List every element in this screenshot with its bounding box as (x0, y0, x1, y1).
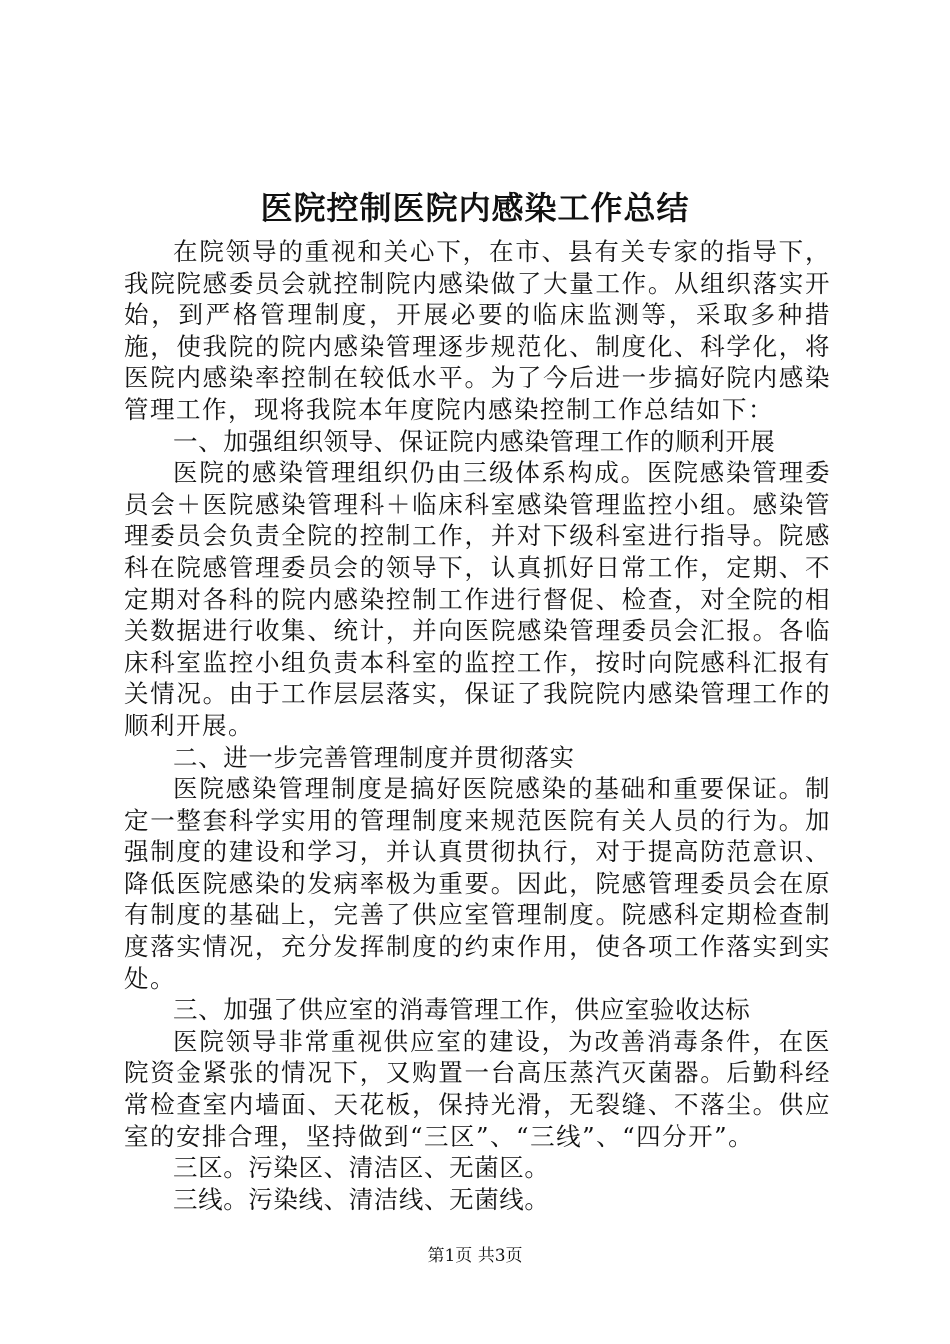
list-item-three-lines: 三线。污染线、清洁线、无菌线。 (173, 1184, 550, 1214)
paragraph-regulations: 医院感染管理制度是搞好医院感染的基础和重要保证。制定一整套科学实用的管理制度来规范医院有关人员的行为。加强制度的建设和学习，并认真贯彻执行，对于提高防范意识、降低医院感染的发病率极为重要。因此，院感管理委员会在原有制度的基础上，完善了供应室管理制度。院感科定期检查制度落实情况，充分发挥制度的约束作用，使各项工作落实到实处。 (124, 774, 831, 993)
paragraph-organization: 医院的感染管理组织仍由三级体系构成。医院感染管理委员会＋医院感染管理科＋临床科室感染管理监控小组。感染管理委员会负责全院的控制工作，并对下级科室进行指导。院感科在院感管理委员会的领导下，认真抓好日常工作，定期、不定期对各科的院内感染控制工作进行督促、检查，对全院的相关数据进行收集、统计，并向医院感染管理委员会汇报。各临床科室监控小组负责本科室的监控工作，按时向院感科汇报有关情况。由于工作层层落实，保证了我院院内感染管理工作的顺利开展。 (124, 458, 831, 740)
list-item-three-zones: 三区。污染区、清洁区、无菌区。 (173, 1153, 550, 1183)
document-title: 医院控制医院内感染工作总结 (260, 189, 690, 227)
paragraph-intro: 在院领导的重视和关心下，在市、县有关专家的指导下，我院院感委员会就控制院内感染做了大量工作。从组织落实开始，到严格管理制度，开展必要的临床监测等，采取多种措施，使我院的院内感染管理逐步规范化、制度化、科学化，将医院内感染率控制在较低水平。为了今后进一步搞好院内感染管理工作，现将我院本年度院内感染控制工作总结如下： (124, 237, 831, 424)
section-heading-3: 三、加强了供应室的消毒管理工作，供应室验收达标 (173, 995, 751, 1025)
section-heading-2: 二、进一步完善管理制度并贯彻落实 (173, 742, 575, 772)
document-body (124, 236, 831, 1215)
paragraph-supply-room: 医院领导非常重视供应室的建设，为改善消毒条件，在医院资金紧张的情况下，又购置一台高压蒸汽灭菌器。后勤科经常检查室内墙面、天花板，保持光滑，无裂缝、不落尘。供应室的安排合理，坚持做到“三区”、“三线”、“四分开”。 (124, 1026, 831, 1151)
section-heading-1: 一、加强组织领导、保证院内感染管理工作的顺利开展 (173, 426, 776, 456)
page-footer: 第1页 共3页 (427, 1246, 523, 1266)
